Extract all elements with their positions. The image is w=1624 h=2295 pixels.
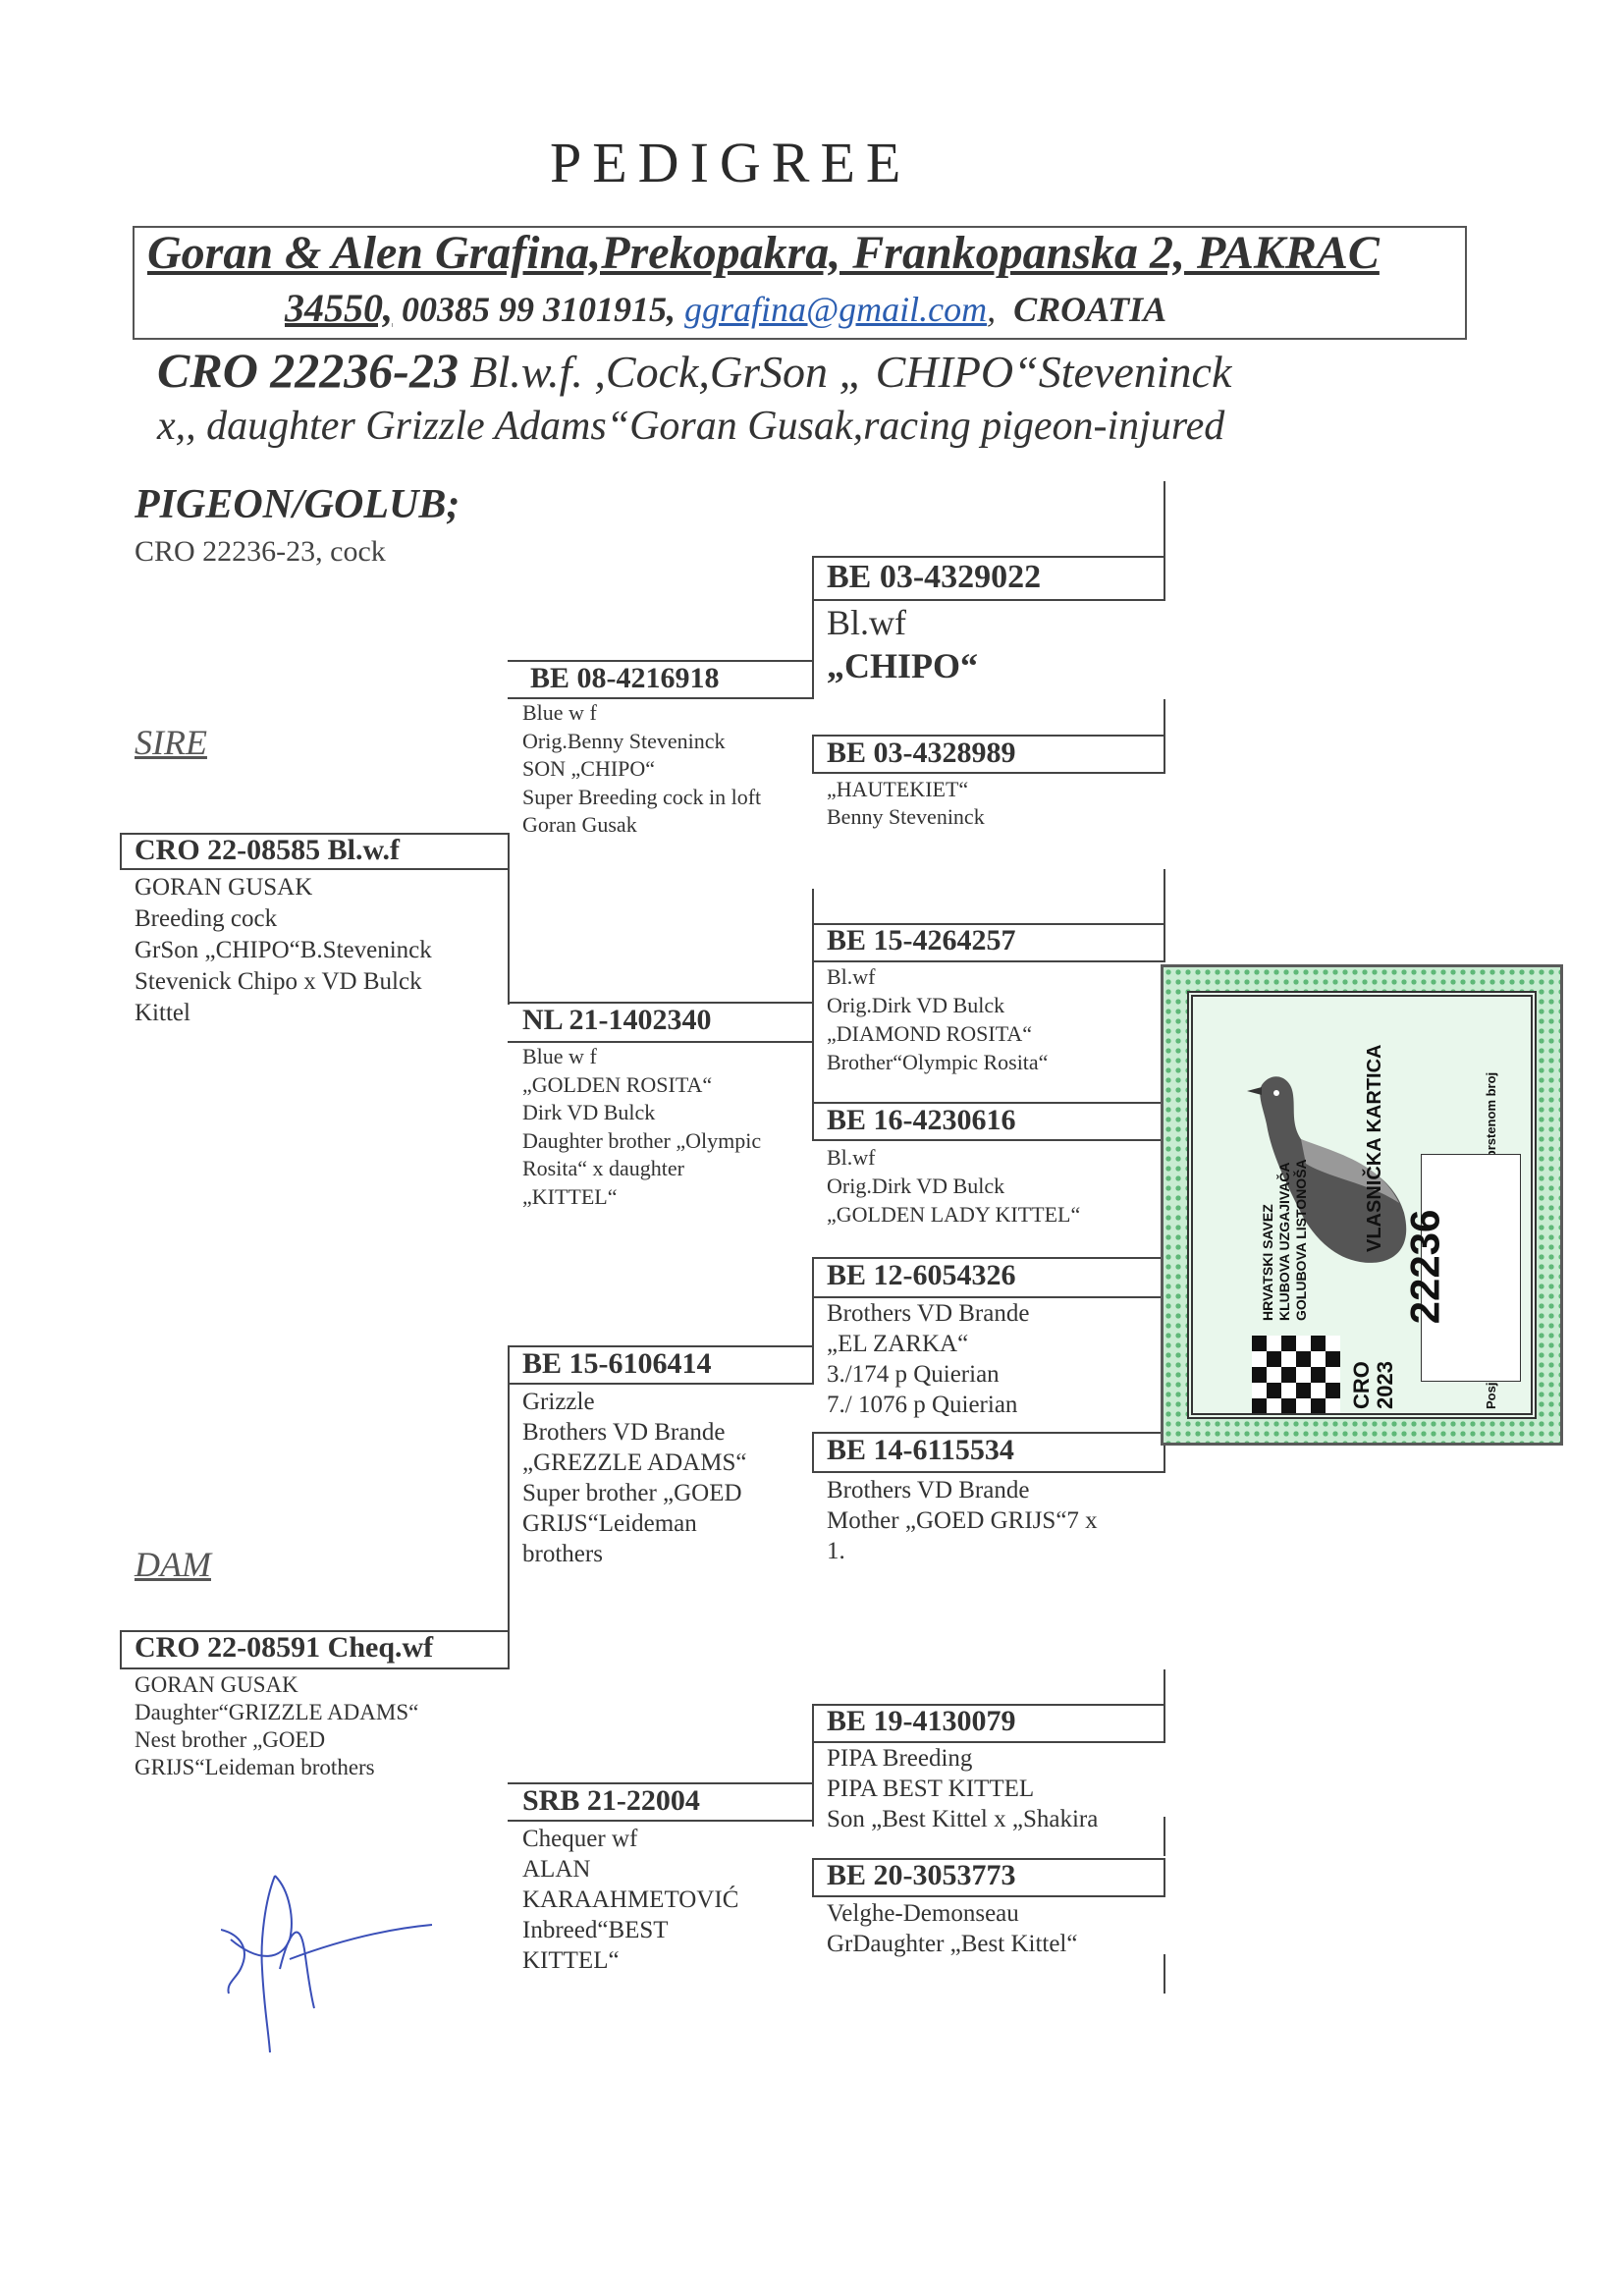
gp-info-4: Chequer wf ALAN KARAAHMETOVIĆ Inbreed“BEST KITTEL“ (522, 1826, 739, 1974)
gp-ring-2: NL 21-1402340 (522, 1004, 712, 1036)
ggp-connector-5 (1164, 1817, 1165, 1856)
sire-info: GORAN GUSAK Breeding cock GrSon „CHIPO“B.Steveninck Stevenick Chipo x VD Bulck Kittel (135, 874, 432, 1026)
pigeon-heading (157, 342, 1231, 399)
ggp-connector-6 (1164, 1954, 1165, 1994)
owner-email[interactable]: ggrafina@gmail.com (684, 290, 988, 329)
ggp-info-1: Bl.wf „CHIPO“ (827, 603, 979, 685)
ggp-ring-2: BE 03-4328989 (827, 737, 1016, 769)
gp-info-1: Blue w f Orig.Benny Steveninck SON „CHIPO“ Super Breeding cock in loft Goran Gusak (522, 700, 762, 837)
stamp-year: CRO 2023 (1349, 1361, 1397, 1409)
ggp-info-2: „HAUTEKIET“ Benny Steveninck (827, 777, 985, 829)
ownership-card-stamp (1161, 964, 1563, 1446)
stamp-number: 22236 (1401, 1209, 1448, 1325)
sire-label: SIRE (135, 723, 207, 762)
pigeon-label: PIGEON/GOLUB; (135, 482, 460, 527)
pigeon-heading-desc: Bl.w.f. ,Cock,GrSon „ CHIPO“Steveninck (458, 347, 1232, 397)
pigeon-ring: CRO 22236-23, cock (135, 535, 386, 568)
ggp-ring-6: BE 14-6115534 (827, 1434, 1014, 1466)
owner-phone: 00385 99 3101915, (393, 290, 676, 329)
ggp-info-6: Brothers VD Brande Mother „GOED GRIJS“7 x 1. (827, 1477, 1098, 1564)
ggp-ring-3: BE 15-4264257 (827, 924, 1016, 956)
owner-contact: 34550, 00385 99 3101915, ggrafina@gmail.com, CROATIA (147, 285, 1166, 331)
gp-ring-4: SRB 21-22004 (522, 1784, 700, 1817)
checkerboard-logo-icon (1252, 1336, 1340, 1414)
gp2-connector (812, 889, 814, 1103)
stamp-number-box (1401, 1154, 1521, 1382)
gp-ring-3: BE 15-6106414 (522, 1347, 712, 1380)
ggp-ring-4: BE 16-4230616 (827, 1104, 1016, 1136)
ggp-info-3: Bl.wf Orig.Dirk VD Bulck „DIAMOND ROSITA“ Brother“Olympic Rosita“ (827, 964, 1049, 1074)
dam-info: GORAN GUSAK Daughter“GRIZZLE ADAMS“ Nest brother „GOED GRIJS“Leideman brothers (135, 1672, 419, 1779)
ggp-ring-1: BE 03-4329022 (827, 559, 1042, 595)
sire-connector (508, 869, 510, 1005)
stamp-card-title: VLASNIČKA KARTICA (1364, 1044, 1385, 1252)
ggp-ring-5: BE 12-6054326 (827, 1259, 1016, 1291)
dam-label: DAM (135, 1545, 211, 1584)
signature (221, 1861, 437, 2057)
owner-country: CROATIA (1013, 290, 1167, 329)
ggp-connector-1 (1164, 481, 1165, 558)
stamp-organisation: HRVATSKI SAVEZ KLUBOVA UZGAJIVAČA GOLUBOVA LISTONOŠA (1260, 1159, 1309, 1321)
gp-ring-1: BE 08-4216918 (530, 662, 720, 694)
pigeon-heading-ring: CRO 22236-23 (157, 343, 459, 398)
dam-connector (508, 1345, 510, 1632)
ggp-info-7: PIPA Breeding PIPA BEST KITTEL Son „Best Kittel x „Shakira (827, 1745, 1099, 1832)
ggp-connector-2 (1164, 699, 1165, 735)
pigeon-heading-line2: x,, daughter Grizzle Adams“Goran Gusak,racing pigeon-injured (157, 404, 1225, 449)
owner-zip: 34550, (285, 286, 393, 330)
gp-info-3: Grizzle Brothers VD Brande „GREZZLE ADAMS“ Super brother „GOED GRIJS“Leideman brothers (522, 1389, 747, 1567)
stamp-frame (1187, 991, 1537, 1419)
ggp-info-5: Brothers VD Brande „EL ZARKA“ 3./174 p Quierian 7./ 1076 p Quierian (827, 1300, 1030, 1418)
page-title: PEDIGREE (550, 131, 912, 194)
dam-ring: CRO 22-08591 Cheq.wf (135, 1631, 434, 1664)
ggp-ring-7: BE 19-4130079 (827, 1705, 1016, 1737)
ggp-connector-3 (1164, 869, 1165, 923)
ggp-ring-8: BE 20-3053773 (827, 1859, 1016, 1891)
owner-address: Goran & Alen Grafina,Prekopakra, Frankopanska 2, PAKRAC (147, 227, 1380, 279)
ggp-info-8: Velghe-Demonseau GrDaughter „Best Kittel“ (827, 1900, 1078, 1957)
ggp-info-4: Bl.wf Orig.Dirk VD Bulck „GOLDEN LADY KITTEL“ (827, 1145, 1081, 1227)
sire-ring: CRO 22-08585 Bl.w.f (135, 834, 400, 866)
gp-info-2: Blue w f „GOLDEN ROSITA“ Dirk VD Bulck Daughter brother „Olympic Rosita“ x daughter „KITTEL“ (522, 1044, 762, 1209)
